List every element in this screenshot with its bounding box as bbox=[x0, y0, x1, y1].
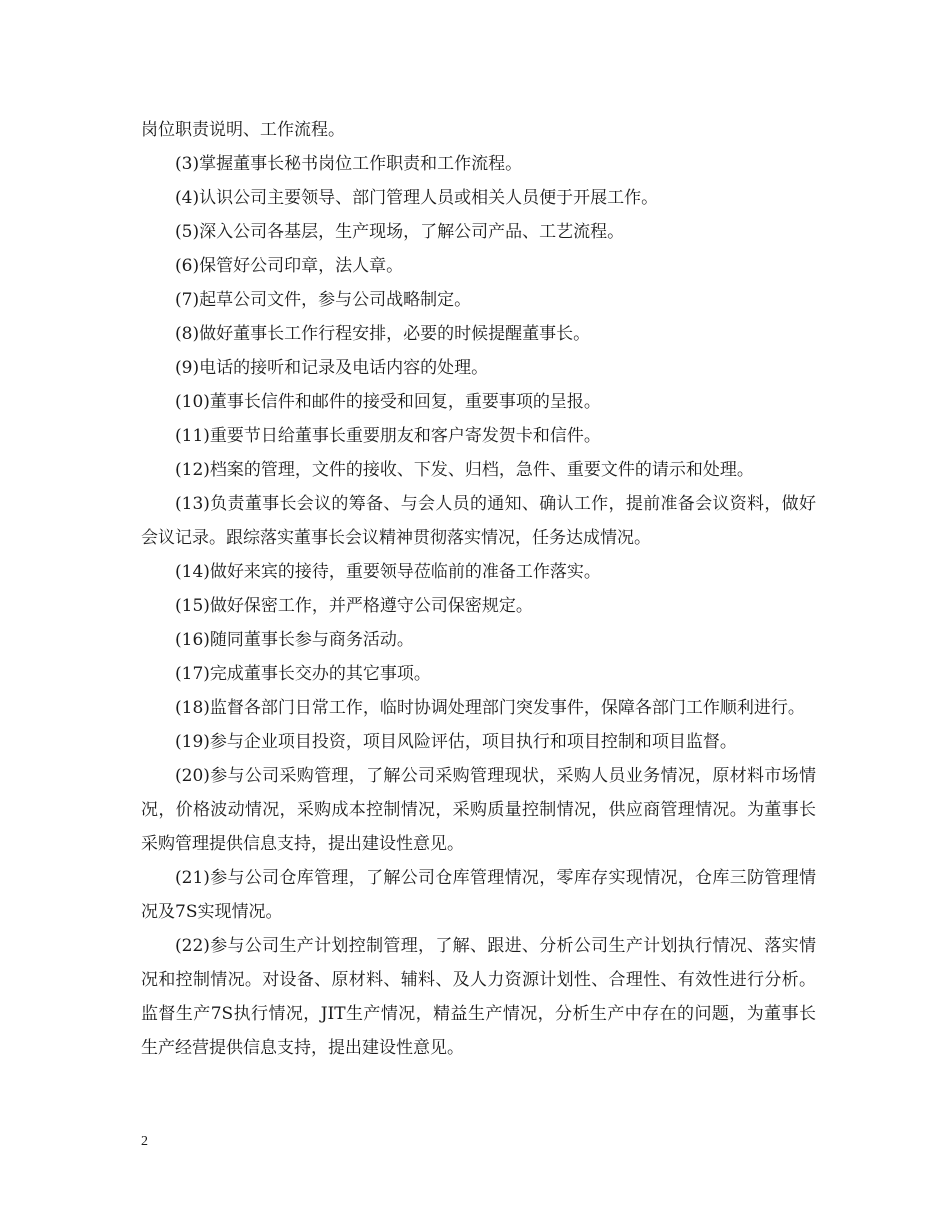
paragraph-item-9: (9)电话的接听和记录及电话内容的处理。 bbox=[175, 358, 489, 378]
paragraph-item-10: (10)董事长信件和邮件的接受和回复，重要事项的呈报。 bbox=[175, 392, 601, 412]
paragraph-item-3: (3)掌握董事长秘书岗位工作职责和工作流程。 bbox=[175, 154, 523, 174]
document-body bbox=[141, 113, 816, 1065]
paragraph-item-18: (18)监督各部门日常工作，临时协调处理部门突发事件，保障各部门工作顺利进行。 bbox=[175, 698, 805, 718]
paragraph-item-22: (22)参与公司生产计划控制管理，了解、跟进、分析公司生产计划执行情况、落实情况和控制情况。对设备、原材料、辅料、及人力资源计划性、合理性、有效性进行分析。监督生产7S执行情况，JIT生产情况，精益生产情况，分析生产中存在的问题，为董事长生产经营提供信息支持，提出建设性意见。 bbox=[141, 936, 816, 1058]
paragraph-item-11: (11)重要节日给董事长重要朋友和客户寄发贺卡和信件。 bbox=[175, 426, 601, 446]
paragraph-item-13: (13)负责董事长会议的筹备、与会人员的通知、确认工作，提前准备会议资料，做好会议记录。跟综落实董事长会议精神贯彻落实情况，任务达成情况。 bbox=[141, 494, 816, 548]
paragraph-item-8: (8)做好董事长工作行程安排，必要的时候提醒董事长。 bbox=[175, 324, 591, 344]
paragraph-item-14: (14)做好来宾的接待，重要领导莅临前的准备工作落实。 bbox=[175, 562, 601, 582]
paragraph-item-17: (17)完成董事长交办的其它事项。 bbox=[175, 664, 431, 684]
paragraph-item-21: (21)参与公司仓库管理，了解公司仓库管理情况，零库存实现情况，仓库三防管理情况及7S实现情况。 bbox=[141, 868, 816, 922]
paragraph-item-19: (19)参与企业项目投资，项目风险评估，项目执行和项目控制和项目监督。 bbox=[175, 732, 737, 752]
paragraph-item-4: (4)认识公司主要领导、部门管理人员或相关人员便于开展工作。 bbox=[175, 188, 659, 208]
page-number: 2 bbox=[141, 1134, 148, 1149]
paragraph-item-16: (16)随同董事长参与商务活动。 bbox=[175, 630, 414, 650]
paragraph-item-12: (12)档案的管理，文件的接收、下发、归档，急件、重要文件的请示和处理。 bbox=[175, 460, 754, 480]
paragraph-item-6: (6)保管好公司印章，法人章。 bbox=[175, 256, 404, 276]
paragraph-item-7: (7)起草公司文件，参与公司战略制定。 bbox=[175, 290, 472, 310]
paragraph-item-15: (15)做好保密工作，并严格遵守公司保密规定。 bbox=[175, 596, 533, 616]
paragraph-continuation: 岗位职责说明、工作流程。 bbox=[141, 120, 345, 140]
paragraph-item-5: (5)深入公司各基层，生产现场，了解公司产品、工艺流程。 bbox=[175, 222, 625, 242]
paragraph-item-20: (20)参与公司采购管理，了解公司采购管理现状，采购人员业务情况，原材料市场情况，价格波动情况，采购成本控制情况，采购质量控制情况，供应商管理情况。为董事长采购管理提供信息支持，提出建设性意见。 bbox=[141, 766, 816, 854]
